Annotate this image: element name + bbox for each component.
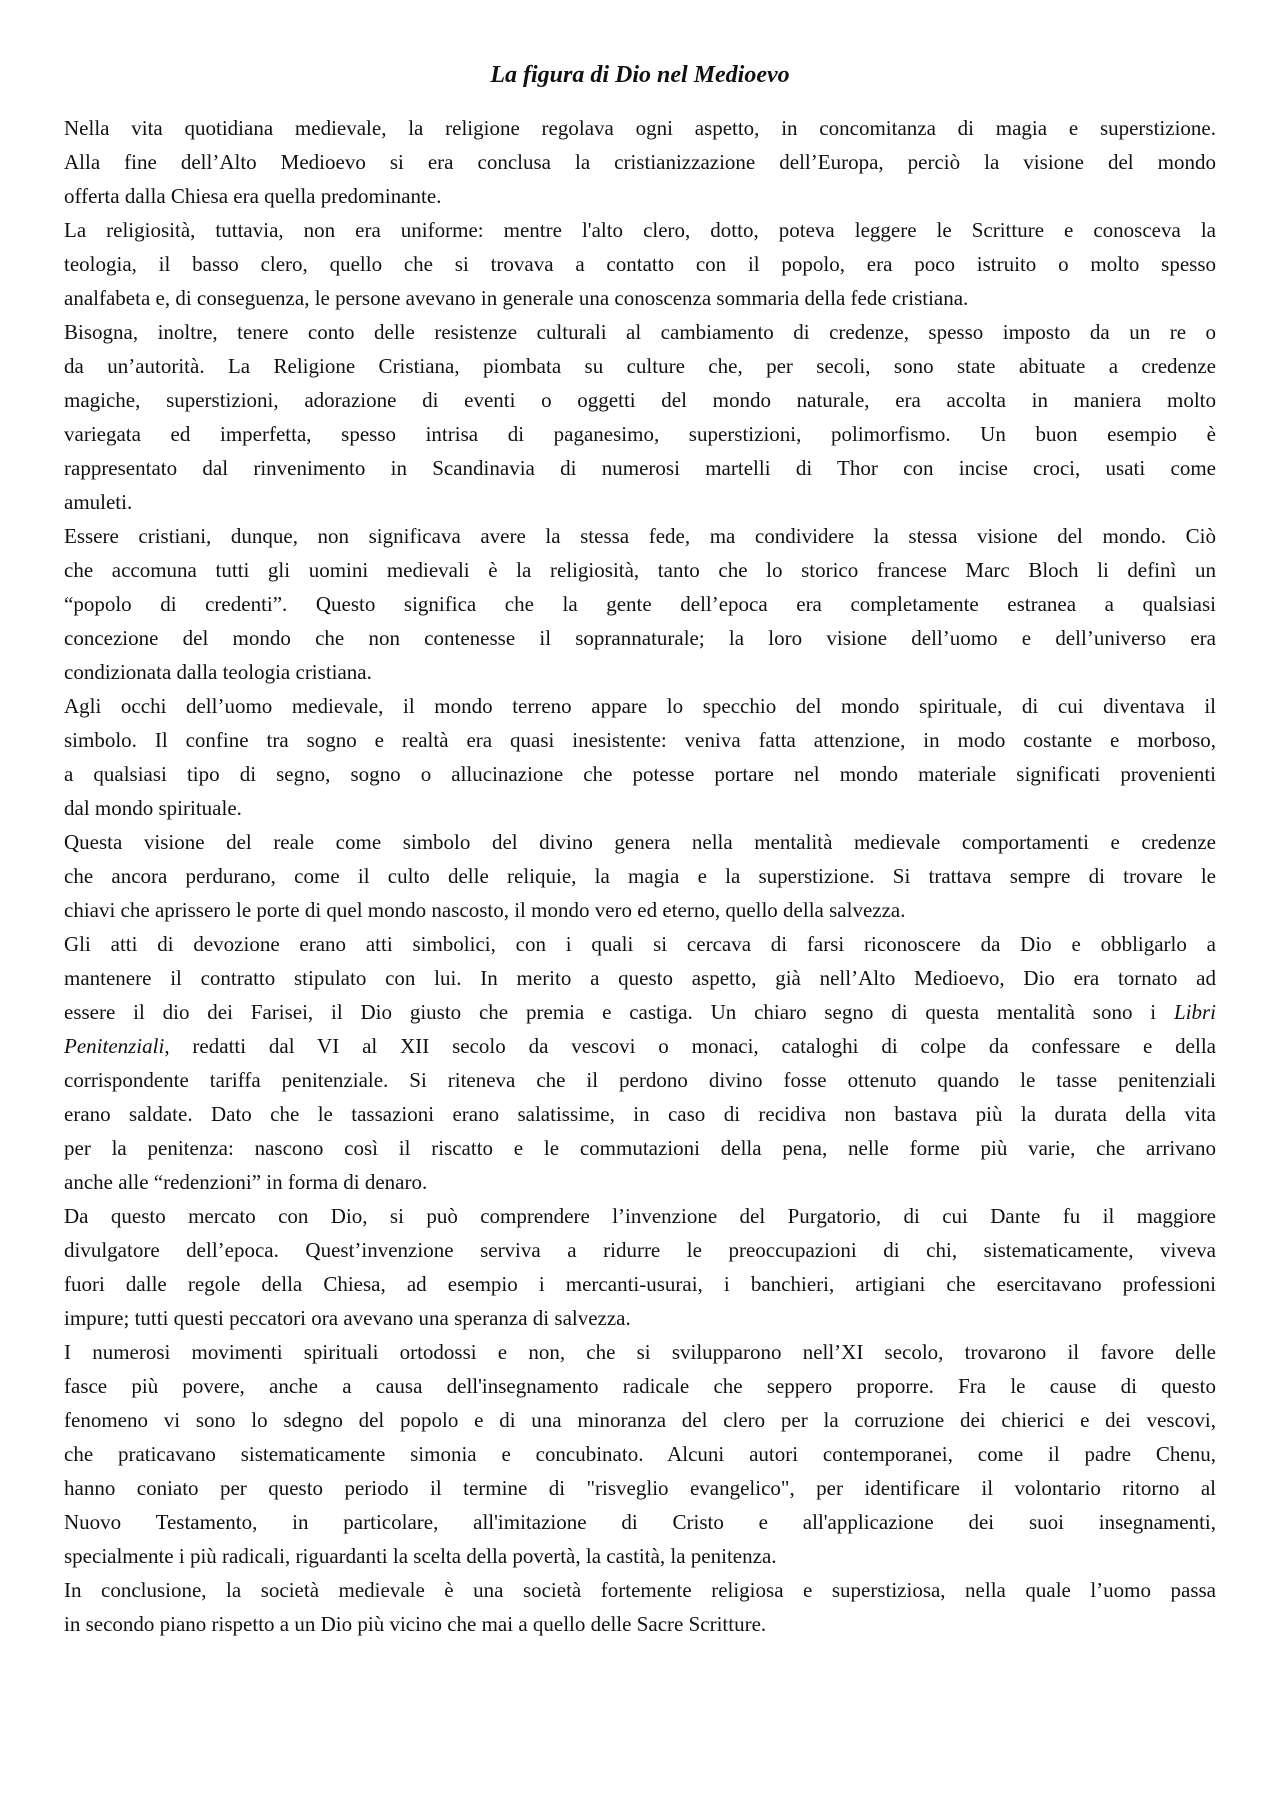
paragraph-4 — [64, 519, 1216, 689]
text-line: Da questo mercato con Dio, si può comprendere l’invenzione del Purgatorio, di cui Dante fu il maggiore — [64, 1204, 1216, 1228]
text-line: rappresentato dal rinvenimento in Scandinavia di numerosi martelli di Thor con incise croci, usati come — [64, 456, 1216, 480]
paragraph-5 — [64, 689, 1216, 825]
text-line: Questa visione del reale come simbolo del divino genera nella mentalità medievale comportamenti e credenze — [64, 830, 1216, 854]
text-line: corrispondente tariffa penitenziale. Si riteneva che il perdono divino fosse ottenuto quando le tasse penitenziali — [64, 1068, 1216, 1092]
paragraph-10 — [64, 1573, 1216, 1641]
italic-title-penitenziali: Penitenziali — [64, 1034, 165, 1058]
paragraph-7 — [64, 927, 1216, 1199]
text-line: dal mondo spirituale. — [64, 796, 242, 820]
text-line: hanno coniato per questo periodo il termine di "risveglio evangelico", per identificare il volontario ritorno al — [64, 1476, 1216, 1500]
paragraph-6 — [64, 825, 1216, 927]
text-line-mixed — [64, 1029, 1216, 1063]
italic-title-libri: Libri — [1173, 1000, 1216, 1024]
text-line: simbolo. Il confine tra sogno e realtà era quasi inesistente: veniva fatta attenzione, in modo costante e morboso, — [64, 728, 1216, 752]
text-line: per la penitenza: nascono così il riscatto e le commutazioni della pena, nelle forme più varie, che arrivano — [64, 1136, 1216, 1160]
text-line: “popolo di credenti”. Questo significa che la gente dell’epoca era completamente estranea a qualsiasi — [64, 592, 1216, 616]
paragraph-2 — [64, 213, 1216, 315]
text-line: che praticavano sistematicamente simonia e concubinato. Alcuni autori contemporanei, come il padre Chenu, — [64, 1442, 1216, 1466]
text-segment: essere il dio dei Farisei, il Dio giusto che premia e castiga. Un chiaro segno di questa mentalità sono i — [64, 1000, 1174, 1024]
text-line: erano saldate. Dato che le tassazioni erano salatissime, in caso di recidiva non bastava più la durata della vita — [64, 1102, 1216, 1126]
text-line: variegata ed imperfetta, spesso intrisa di paganesimo, superstizioni, polimorfismo. Un buon esempio è — [64, 422, 1216, 446]
text-line: I numerosi movimenti spirituali ortodossi e non, che si svilupparono nell’XI secolo, trovarono il favore delle — [64, 1340, 1216, 1364]
text-line: Essere cristiani, dunque, non significava avere la stessa fede, ma condividere la stessa visione del mondo. Ciò — [64, 524, 1216, 548]
text-line: fuori dalle regole della Chiesa, ad esempio i mercanti-usurai, i banchieri, artigiani che esercitavano professioni — [64, 1272, 1216, 1296]
text-line: In conclusione, la società medievale è una società fortemente religiosa e superstiziosa, nella quale l’uomo passa — [64, 1578, 1216, 1602]
paragraph-3 — [64, 315, 1216, 519]
text-line: divulgatore dell’epoca. Quest’invenzione serviva a ridurre le preoccupazioni di chi, sistematicamente, viveva — [64, 1238, 1216, 1262]
document-body — [64, 111, 1216, 1641]
text-segment: , redatti dal VI al XII secolo da vescovi o monaci, cataloghi di colpe da confessare e della — [164, 1034, 1216, 1058]
text-line: che accomuna tutti gli uomini medievali è la religiosità, tanto che lo storico francese Marc Bloch li definì un — [64, 558, 1216, 582]
paragraph-9 — [64, 1335, 1216, 1573]
text-line: teologia, il basso clero, quello che si trovava a contatto con il popolo, era poco istruito o molto spesso — [64, 252, 1216, 276]
text-line: anche alle “redenzioni” in forma di denaro. — [64, 1170, 428, 1194]
text-line: a qualsiasi tipo di segno, sogno o allucinazione che potesse portare nel mondo materiale significati provenienti — [64, 762, 1216, 786]
text-line: condizionata dalla teologia cristiana. — [64, 660, 372, 684]
text-line: specialmente i più radicali, riguardanti la scelta della povertà, la castità, la penitenza. — [64, 1544, 777, 1568]
text-line: Alla fine dell’Alto Medioevo si era conclusa la cristianizzazione dell’Europa, perciò la visione del mondo — [64, 150, 1216, 174]
text-line: amuleti. — [64, 490, 133, 514]
text-line: Nella vita quotidiana medievale, la religione regolava ogni aspetto, in concomitanza di magia e superstizione. — [64, 116, 1216, 140]
text-line: che ancora perdurano, come il culto delle reliquie, la magia e la superstizione. Si trattava sempre di trovare le — [64, 864, 1216, 888]
text-line: da un’autorità. La Religione Cristiana, piombata su culture che, per secoli, sono state abituate a credenze — [64, 354, 1216, 378]
text-line-mixed — [64, 995, 1216, 1029]
paragraph-1 — [64, 111, 1216, 213]
text-line: Bisogna, inoltre, tenere conto delle resistenze culturali al cambiamento di credenze, spesso imposto da un re o — [64, 320, 1216, 344]
text-line: analfabeta e, di conseguenza, le persone avevano in generale una conoscenza sommaria della fede cristiana. — [64, 286, 969, 310]
text-line: in secondo piano rispetto a un Dio più vicino che mai a quello delle Sacre Scritture. — [64, 1612, 767, 1636]
text-line: chiavi che aprissero le porte di quel mondo nascosto, il mondo vero ed eterno, quello della salvezza. — [64, 898, 906, 922]
text-line: magiche, superstizioni, adorazione di eventi o oggetti del mondo naturale, era accolta in maniera molto — [64, 388, 1216, 412]
text-line: La religiosità, tuttavia, non era uniforme: mentre l'alto clero, dotto, poteva leggere le Scritture e conosceva la — [64, 218, 1216, 242]
text-line: fenomeno vi sono lo sdegno del popolo e di una minoranza del clero per la corruzione dei chierici e dei vescovi, — [64, 1408, 1216, 1432]
text-line: concezione del mondo che non contenesse il soprannaturale; la loro visione dell’uomo e dell’universo era — [64, 626, 1216, 650]
text-line: mantenere il contratto stipulato con lui. In merito a questo aspetto, già nell’Alto Medioevo, Dio era tornato ad — [64, 966, 1216, 990]
text-line: offerta dalla Chiesa era quella predominante. — [64, 184, 442, 208]
text-line: Agli occhi dell’uomo medievale, il mondo terreno appare lo specchio del mondo spirituale, di cui diventava il — [64, 694, 1216, 718]
text-line: Nuovo Testamento, in particolare, all'imitazione di Cristo e all'applicazione dei suoi insegnamenti, — [64, 1510, 1216, 1534]
text-line: Gli atti di devozione erano atti simbolici, con i quali si cercava di farsi riconoscere da Dio e obbligarlo a — [64, 932, 1216, 956]
text-line: impure; tutti questi peccatori ora avevano una speranza di salvezza. — [64, 1306, 631, 1330]
text-line: fasce più povere, anche a causa dell'insegnamento radicale che seppero proporre. Fra le cause di questo — [64, 1374, 1216, 1398]
document-title: La figura di Dio nel Medioevo — [490, 62, 790, 88]
paragraph-8 — [64, 1199, 1216, 1335]
